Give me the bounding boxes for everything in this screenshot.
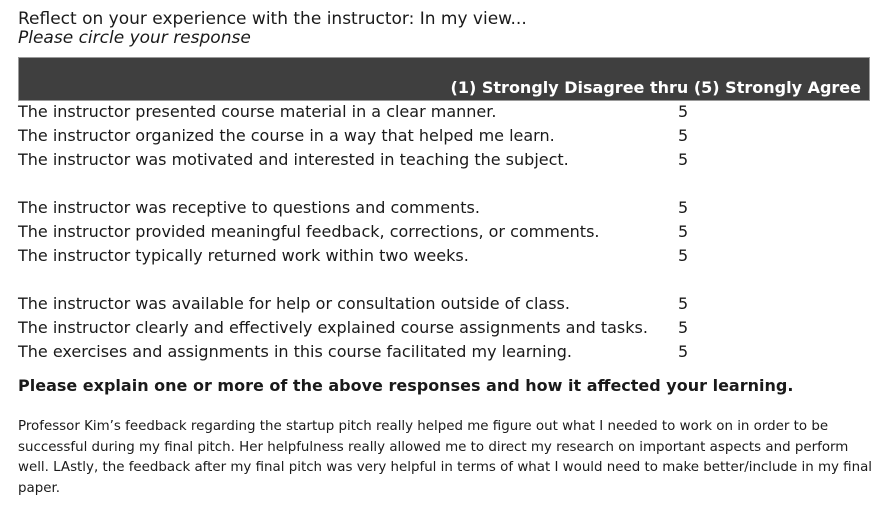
group-spacer — [18, 268, 718, 292]
question-row — [18, 148, 718, 172]
intro-block — [18, 10, 878, 48]
question-rating: 5 — [678, 198, 689, 217]
intro-instruction: Please circle your response — [18, 28, 251, 48]
group-spacer — [18, 172, 718, 196]
question-text: The instructor typically returned work within two weeks. — [18, 246, 469, 265]
question-row — [18, 244, 718, 268]
question-list — [18, 100, 718, 364]
question-text: The exercises and assignments in this course facilitated my learning. — [18, 342, 572, 361]
question-rating: 5 — [678, 102, 689, 121]
explain-heading: Please explain one or more of the above responses and how it affected your learning. — [18, 376, 794, 395]
question-row — [18, 124, 718, 148]
question-row — [18, 292, 718, 316]
question-text: The instructor clearly and effectively explained course assignments and tasks. — [18, 318, 648, 337]
explain-response: Professor Kim’s feedback regarding the startup pitch really helped me figure out what I needed to work on in order to be successful during my final pitch. Her helpfulness really allowed me to direct my research on important aspects and perform well. LAstly, the feedback after my final pitch was very helpful in terms of what I would need to make better/include in my final paper. — [18, 419, 873, 496]
scale-header-bar — [18, 57, 870, 101]
question-row — [18, 100, 718, 124]
question-rating: 5 — [678, 294, 689, 313]
question-row — [18, 340, 718, 364]
question-rating: 5 — [678, 150, 689, 169]
question-text: The instructor organized the course in a way that helped me learn. — [18, 126, 555, 145]
question-rating: 5 — [678, 126, 689, 145]
question-rating: 5 — [678, 318, 689, 337]
question-text: The instructor was receptive to questions and comments. — [18, 198, 480, 217]
question-rating: 5 — [678, 246, 689, 265]
scale-label: (1) Strongly Disagree thru (5) Strongly Agree — [450, 78, 861, 97]
question-text: The instructor was motivated and interested in teaching the subject. — [18, 150, 569, 169]
question-text: The instructor presented course material in a clear manner. — [18, 102, 497, 121]
question-row — [18, 196, 718, 220]
question-rating: 5 — [678, 222, 689, 241]
question-row — [18, 220, 718, 244]
question-row — [18, 316, 718, 340]
question-rating: 5 — [678, 342, 689, 361]
question-text: The instructor provided meaningful feedback, corrections, or comments. — [18, 222, 600, 241]
intro-prompt: Reflect on your experience with the instructor: In my view... — [18, 9, 527, 29]
question-text: The instructor was available for help or consultation outside of class. — [18, 294, 570, 313]
